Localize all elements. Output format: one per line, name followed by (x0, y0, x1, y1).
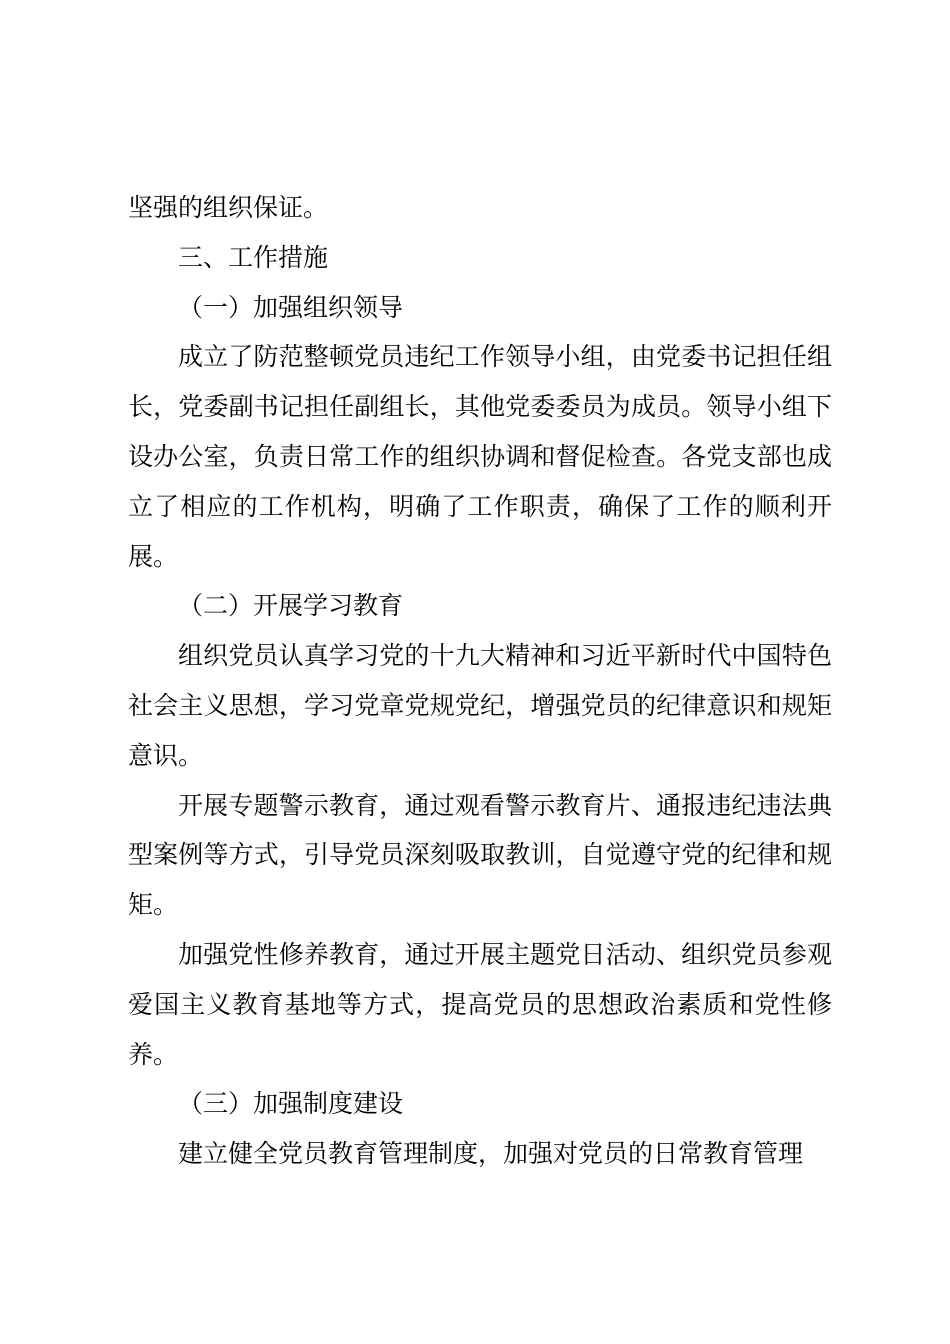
subsection-heading-organization-leadership: （一）加强组织领导 (178, 292, 404, 322)
paragraph-leadership-group: 成立了防范整顿党员违纪工作领导小组，由党委书记担任组长，党委副书记担任副组长，其他党委委员为成员。领导小组下设办公室，负责日常工作的组织协调和督促检查。各党支部也成立了相应的工作机构，明确了工作职责，确保了工作的顺利开展。 (128, 342, 832, 571)
paragraph-management-system: 建立健全党员教育管理制度，加强对党员的日常教育管理 (178, 1139, 804, 1169)
document-body (128, 183, 832, 1179)
section-heading-work-measures: 三、工作措施 (178, 242, 329, 272)
paragraph-party-spirit: 加强党性修养教育，通过开展主题党日活动、组织党员参观爱国主义教育基地等方式，提高党员的思想政治素质和党性修养。 (128, 939, 832, 1069)
subsection-heading-system-building: （三）加强制度建设 (178, 1089, 404, 1119)
paragraph-warning-education: 开展专题警示教育，通过观看警示教育片、通报违纪违法典型案例等方式，引导党员深刻吸取教训，自觉遵守党的纪律和规矩。 (128, 790, 832, 920)
subsection-heading-study-education: （二）开展学习教育 (178, 591, 404, 621)
paragraph-continuation: 坚强的组织保证。 (128, 193, 329, 222)
paragraph-study-thought: 组织党员认真学习党的十九大精神和习近平新时代中国特色社会主义思想，学习党章党规党纪，增强党员的纪律意识和规矩意识。 (128, 641, 832, 770)
